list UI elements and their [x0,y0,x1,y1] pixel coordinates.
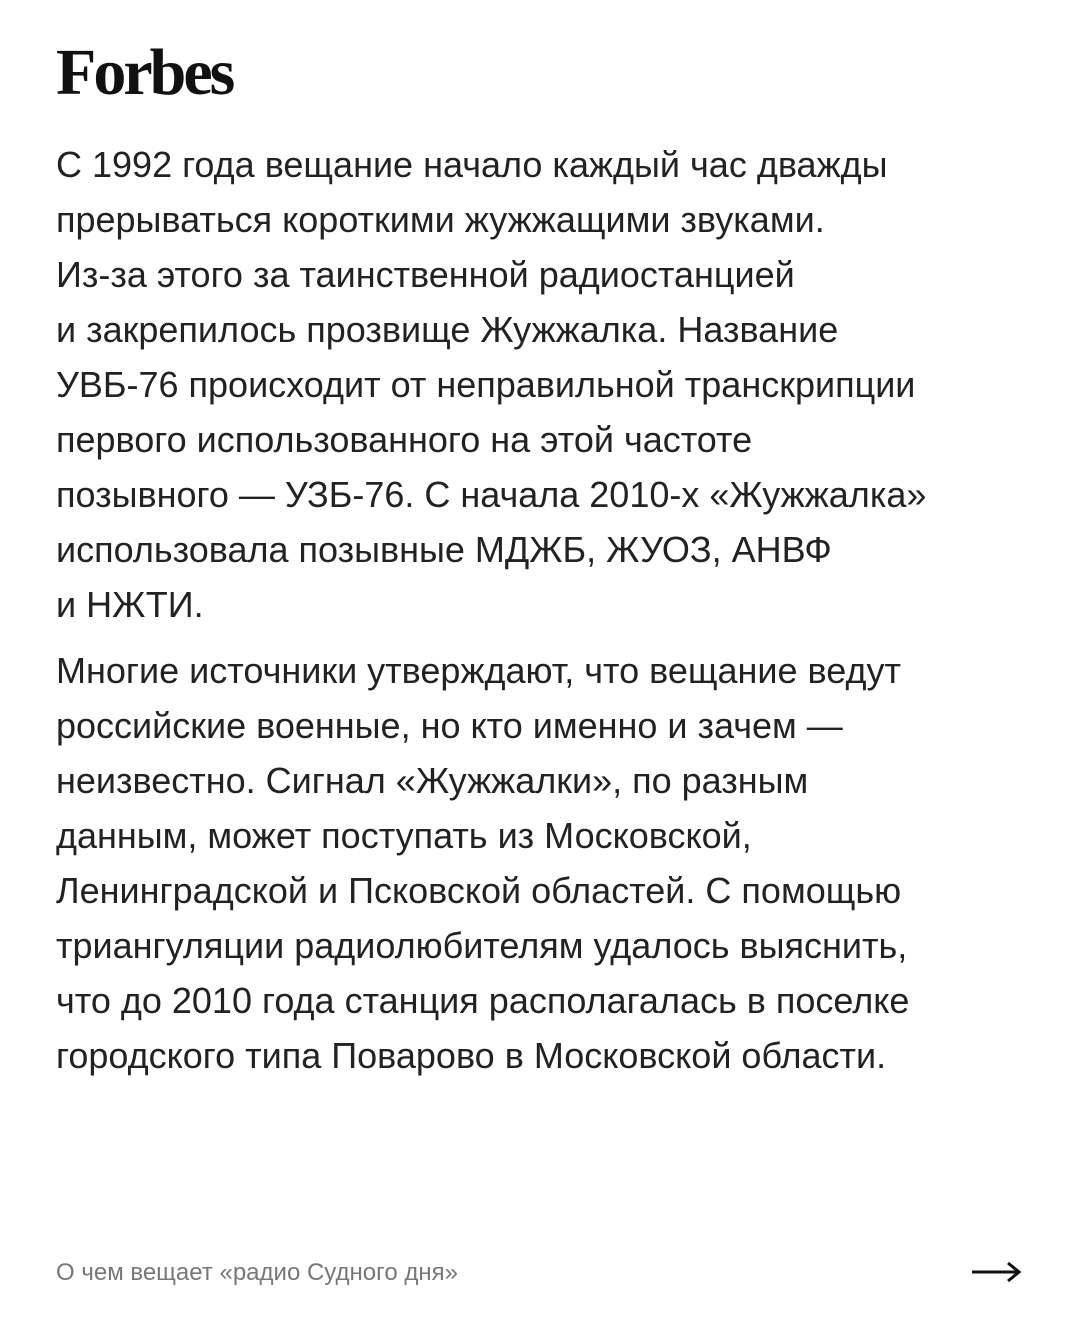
article-body [56,137,1036,1083]
forbes-logo: Forbes [56,36,233,109]
arrow-right-icon[interactable] [970,1262,1022,1282]
article-paragraph-2: Многие источники утверждают, что вещание ведут российские военные, но кто именно и зачем — неизвестно. Сигнал «Жужжалки», по разным данным, может поступать из Московской, Ленинградской и Псковской областей. С помощью триангуляции радиолюбителям удалось выяснить, что до 2010 года станция располагалась в поселке городского типа Поварово в Московской области. [56,650,910,1076]
article-title-link[interactable]: О чем вещает «радио Судного дня» [56,1259,458,1286]
article-paragraph-1: С 1992 года вещание начало каждый час дважды прерываться короткими жужжащими звуками. Из-за этого за таинственной радиостанцией и закрепилось прозвище Жужжалка. Название УВБ-76 происходит от неправильной транскрипции первого использованного на этой частоте позывного — УЗБ-76. С начала 2010-х «Жужжалка» использовала позывные МДЖБ, ЖУОЗ, АНВФ и НЖТИ. [56,144,927,625]
